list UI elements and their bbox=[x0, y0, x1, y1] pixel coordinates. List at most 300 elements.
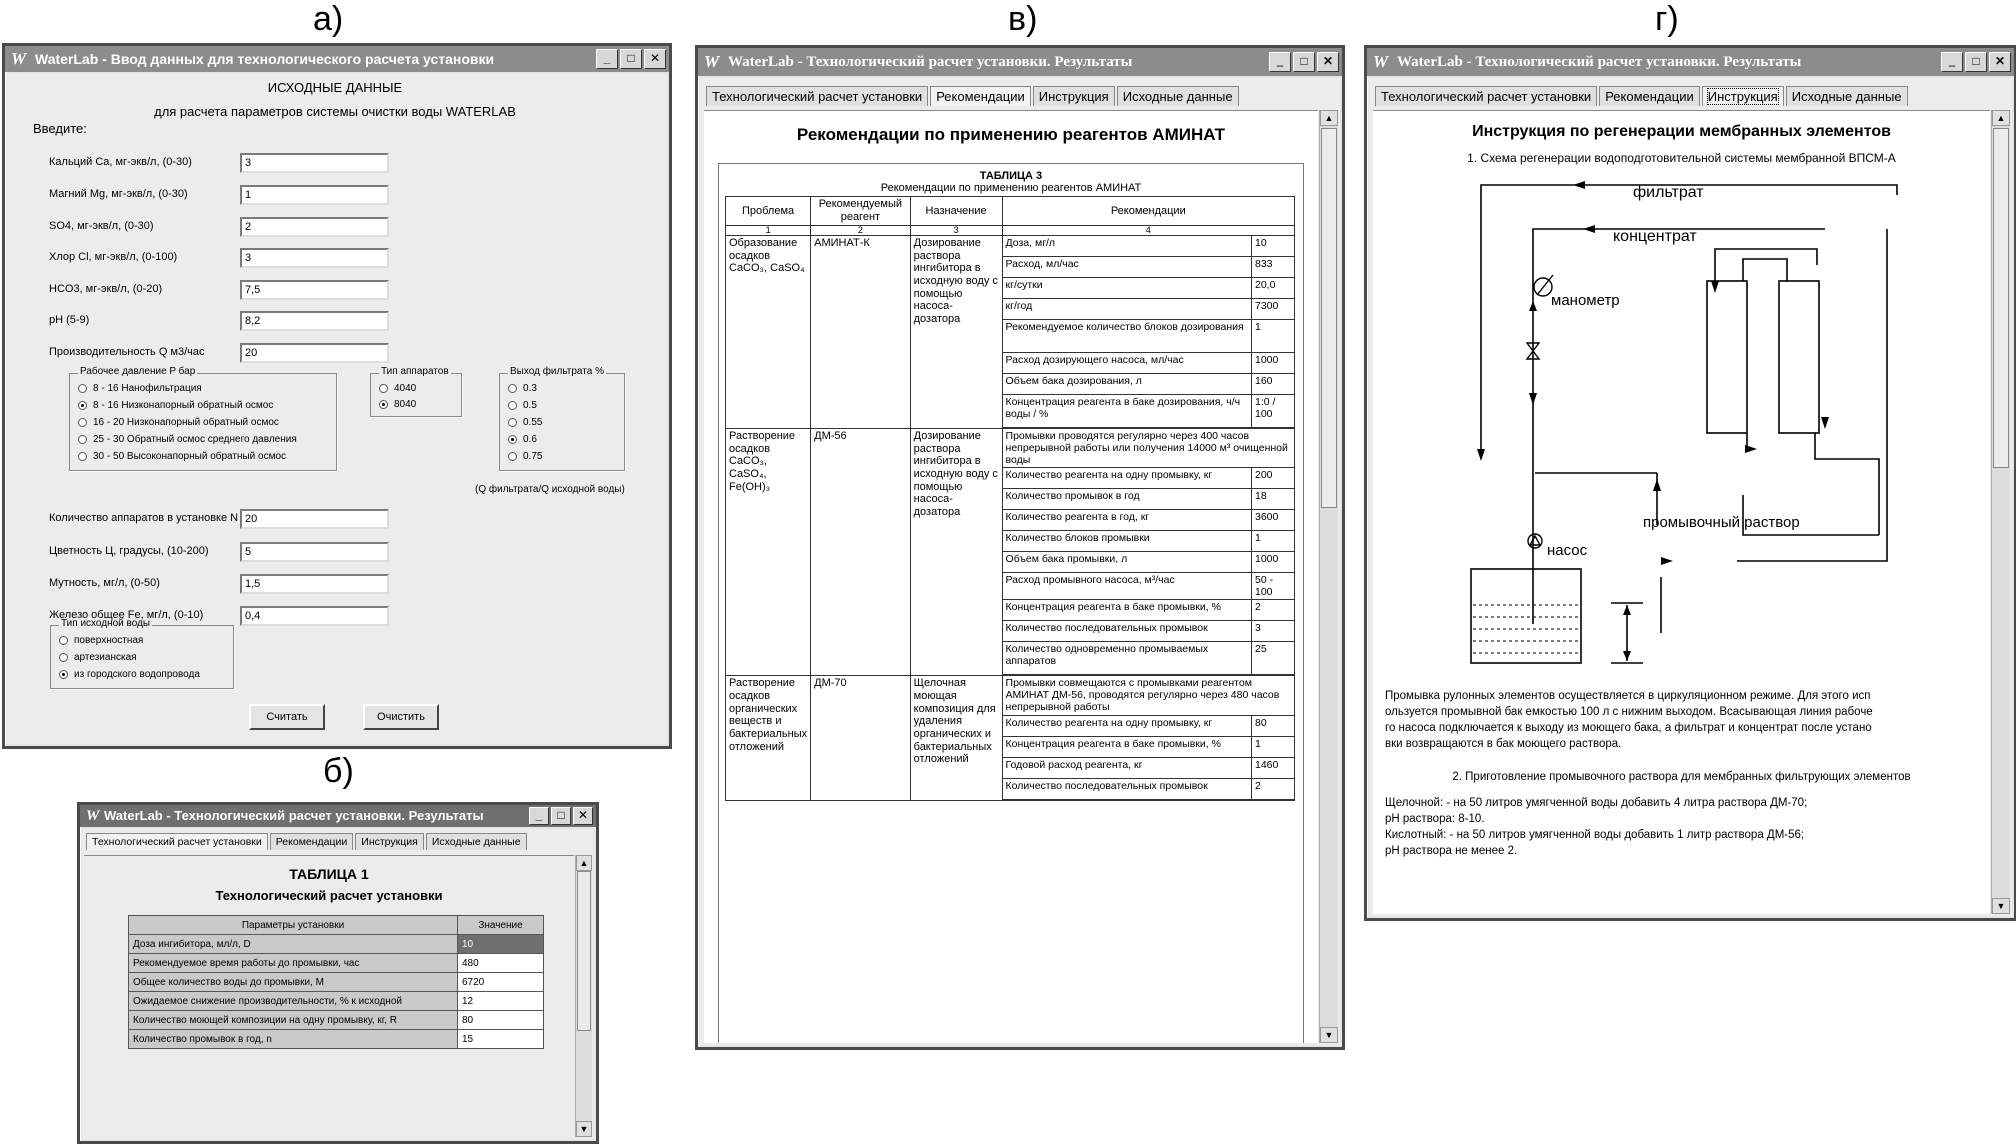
recommendation-value: 1000 bbox=[1252, 353, 1295, 374]
title-bar[interactable] bbox=[698, 48, 1342, 76]
window-title: WaterLab - Ввод данных для технологического расчета установки bbox=[35, 51, 495, 67]
vertical-scrollbar[interactable] bbox=[575, 855, 592, 1137]
scroll-down-icon[interactable]: ▼ bbox=[1320, 1027, 1338, 1043]
title-bar[interactable] bbox=[1367, 48, 2014, 76]
field-input[interactable]: 2 bbox=[240, 217, 389, 237]
label-manometer: манометр bbox=[1551, 292, 1620, 309]
pressure-group bbox=[69, 366, 337, 471]
recommendation-value: 50 - 100 bbox=[1252, 573, 1295, 600]
window-title: WaterLab - Технологический расчет установки. Результаты bbox=[728, 54, 1133, 70]
results-area bbox=[700, 78, 1340, 1045]
reagent-cell: ДМ-70 bbox=[811, 676, 911, 800]
recommendation-value: 1460 bbox=[1252, 757, 1295, 778]
value-cell[interactable]: 15 bbox=[458, 1030, 544, 1049]
scroll-up-icon[interactable]: ▲ bbox=[576, 855, 592, 871]
radio-label: поверхностная bbox=[74, 635, 144, 646]
results-window-recommendations bbox=[695, 45, 1345, 1050]
recommendation-row bbox=[1003, 353, 1294, 374]
tab-1[interactable] bbox=[930, 86, 1031, 106]
recommendation-row bbox=[1003, 676, 1294, 715]
recommendation-row bbox=[1003, 600, 1294, 621]
table-frame bbox=[718, 163, 1304, 1043]
field-label: Количество аппаратов в установке N bbox=[49, 512, 239, 524]
field-input[interactable]: 20 bbox=[240, 343, 389, 363]
radio-option[interactable] bbox=[508, 417, 542, 428]
recommendation-row bbox=[1003, 552, 1294, 573]
parameter-cell: Общее количество воды до промывки, M bbox=[129, 973, 458, 992]
recommendation-key: Расход дозирующего насоса, мл/час bbox=[1003, 353, 1252, 374]
close-button[interactable]: ✕ bbox=[1989, 52, 2011, 72]
parameter-cell: Ожидаемое снижение производительности, % к исходной bbox=[129, 992, 458, 1011]
instruction-line: Щелочной: - на 50 литров умягченной воды добавить 4 литра раствора ДМ-70; bbox=[1385, 797, 1808, 809]
tab-0[interactable] bbox=[706, 86, 928, 106]
recommendation-value: 80 bbox=[1252, 715, 1295, 736]
radio-unchecked-icon[interactable] bbox=[59, 653, 68, 662]
tab-label: Инструкция bbox=[361, 836, 418, 848]
field-input[interactable]: 8,2 bbox=[240, 311, 389, 331]
recommendation-row bbox=[1003, 510, 1294, 531]
radio-checked-icon[interactable] bbox=[78, 401, 87, 410]
recommendations-subtable bbox=[1003, 236, 1294, 428]
minimize-button[interactable]: _ bbox=[1941, 52, 1963, 72]
instruction-line: Кислотный: - на 50 литров умягченной воды добавить 1 литр раствора ДМ-56; bbox=[1385, 829, 1805, 841]
radio-checked-icon[interactable] bbox=[379, 400, 388, 409]
column-number-row bbox=[726, 226, 1295, 236]
radio-option[interactable] bbox=[379, 383, 416, 394]
page-heading: Рекомендации по применению реагентов АМИНАТ bbox=[796, 125, 1226, 144]
minimize-button[interactable]: _ bbox=[1269, 52, 1291, 72]
window-title: WaterLab - Технологический расчет установки. Результаты bbox=[104, 808, 484, 823]
radio-label: 0.75 bbox=[523, 451, 543, 462]
recommendation-value: 7300 bbox=[1252, 299, 1295, 320]
tab-label: Рекомендации bbox=[1605, 89, 1694, 104]
filtrate-yield-group bbox=[499, 366, 625, 471]
tab-strip bbox=[1375, 86, 1910, 106]
radio-unchecked-icon[interactable] bbox=[508, 384, 517, 393]
vertical-scrollbar[interactable] bbox=[1319, 110, 1338, 1043]
field-input[interactable]: 1,5 bbox=[240, 574, 389, 594]
table-title: ТАБЛИЦА 3 bbox=[979, 170, 1043, 182]
tab-label: Рекомендации bbox=[275, 836, 348, 848]
tab-label: Исходные данные bbox=[1122, 89, 1233, 104]
maximize-button[interactable]: □ bbox=[620, 49, 642, 69]
radio-label: 0.55 bbox=[523, 417, 543, 428]
page-subheading: 1. Схема регенерации водоподготовительной системы мембранной ВПСМ-А bbox=[1467, 151, 1896, 165]
results-window-instruction bbox=[1364, 45, 2016, 921]
table-row bbox=[129, 992, 544, 1011]
radio-option[interactable] bbox=[508, 434, 537, 445]
recommendations-subtable bbox=[1003, 676, 1294, 799]
recommendation-key: Количество одновременно промываемых аппаратов bbox=[1003, 642, 1252, 675]
recommendation-key: Объем бака дозирования, л bbox=[1003, 374, 1252, 395]
recommendation-key: Количество последовательных промывок bbox=[1003, 621, 1252, 642]
scroll-down-icon[interactable]: ▼ bbox=[576, 1121, 592, 1137]
radio-option[interactable] bbox=[78, 434, 297, 445]
tab-2[interactable] bbox=[355, 833, 424, 850]
tab-label: Исходные данные bbox=[1791, 89, 1902, 104]
recommendation-key: Концентрация реагента в баке дозирования, ч/ч воды / % bbox=[1003, 395, 1252, 428]
tab-page bbox=[704, 110, 1318, 1043]
recommendation-value: 1000 bbox=[1252, 552, 1295, 573]
recommendation-value: 20,0 bbox=[1252, 278, 1295, 299]
close-button[interactable]: ✕ bbox=[573, 807, 593, 825]
caption-b: б) bbox=[323, 752, 354, 790]
radio-option[interactable] bbox=[508, 451, 542, 462]
column-header: Назначение bbox=[910, 197, 1002, 226]
table-row bbox=[726, 676, 1295, 800]
field-label: pH (5-9) bbox=[49, 314, 90, 326]
radio-unchecked-icon[interactable] bbox=[508, 401, 517, 410]
scroll-thumb[interactable] bbox=[1993, 128, 2009, 468]
label-pump: насос bbox=[1547, 542, 1588, 559]
parameter-cell: Доза ингибитора, мл/л, D bbox=[129, 935, 458, 954]
recommendation-row bbox=[1003, 395, 1294, 428]
radio-label: 8 - 16 Нанофильтрация bbox=[93, 383, 202, 394]
tab-label: Технологический расчет установки bbox=[1381, 89, 1592, 104]
radio-option[interactable] bbox=[78, 417, 279, 428]
recommendation-key: Расход промывного насоса, м³/час bbox=[1003, 573, 1252, 600]
window-title: WaterLab - Технологический расчет установки. Результаты bbox=[1397, 54, 1802, 70]
table-row bbox=[129, 935, 544, 954]
column-number: 4 bbox=[1002, 226, 1294, 236]
radio-label: из городского водопровода bbox=[74, 669, 200, 680]
column-header-parameter: Параметры установки bbox=[129, 916, 458, 935]
recommendation-key: Рекомендуемое количество блоков дозирования bbox=[1003, 320, 1252, 353]
results-window-small bbox=[77, 802, 599, 1144]
recommendation-row bbox=[1003, 236, 1294, 257]
radio-label: 25 - 30 Обратный осмос среднего давления bbox=[93, 434, 297, 445]
value-cell[interactable]: 10 bbox=[458, 935, 544, 954]
radio-label: 0.6 bbox=[523, 434, 537, 445]
tab-0[interactable] bbox=[1375, 86, 1597, 106]
field-input[interactable]: 3 bbox=[240, 248, 389, 268]
purpose-cell: Дозирование раствора ингибитора в исходную воду с помощью насоса-дозатора bbox=[910, 429, 1002, 676]
recommendation-value: 1:0 / 100 bbox=[1252, 395, 1295, 428]
radio-label: 30 - 50 Высоконапорный обратный осмос bbox=[93, 451, 287, 462]
tab-label: Рекомендации bbox=[936, 89, 1025, 104]
tab-page bbox=[84, 855, 574, 1137]
recommendation-key: Концентрация реагента в баке промывки, % bbox=[1003, 736, 1252, 757]
results-table bbox=[128, 915, 544, 1049]
recommendation-key: Количество промывок в год bbox=[1003, 489, 1252, 510]
tab-2[interactable] bbox=[1033, 86, 1115, 106]
table-header-row bbox=[726, 197, 1295, 226]
column-header: Проблема bbox=[726, 197, 811, 226]
problem-cell: Образование осадков CaCO₃, CaSO₄ bbox=[726, 236, 811, 429]
table-row bbox=[726, 236, 1295, 429]
radio-option[interactable] bbox=[508, 400, 537, 411]
recommendation-row bbox=[1003, 757, 1294, 778]
recommendations-cell bbox=[1002, 236, 1294, 429]
radio-unchecked-icon[interactable] bbox=[59, 636, 68, 645]
tab-page bbox=[1373, 110, 1990, 914]
app-logo-icon: W bbox=[86, 808, 100, 824]
recommendation-row bbox=[1003, 573, 1294, 600]
table-row bbox=[129, 954, 544, 973]
parameter-cell: Количество моющей композиции на одну промывку, кг, R bbox=[129, 1011, 458, 1030]
radio-label: 0.5 bbox=[523, 400, 537, 411]
radio-label: 0.3 bbox=[523, 383, 537, 394]
maximize-button[interactable]: □ bbox=[1293, 52, 1315, 72]
paragraph-line: го насоса подключается к выходу из моющего бака, а фильтрат и концентрат после устано bbox=[1385, 722, 1872, 734]
radio-unchecked-icon[interactable] bbox=[78, 384, 87, 393]
scroll-down-icon[interactable]: ▼ bbox=[1992, 898, 2010, 914]
tab-strip bbox=[86, 833, 529, 850]
close-button[interactable]: ✕ bbox=[1317, 52, 1339, 72]
instruction-line: pH раствора: 8-10. bbox=[1385, 813, 1485, 825]
field-input[interactable]: 20 bbox=[240, 509, 389, 529]
recommendation-row bbox=[1003, 257, 1294, 278]
reagent-cell: АМИНАТ-К bbox=[811, 236, 911, 429]
title-bar[interactable] bbox=[5, 46, 669, 72]
recommendation-value: 1 bbox=[1252, 531, 1295, 552]
column-header-value: Значение bbox=[458, 916, 544, 935]
minimize-button[interactable]: _ bbox=[596, 49, 618, 69]
tab-label: Технологический расчет установки bbox=[712, 89, 923, 104]
tab-3[interactable] bbox=[426, 833, 527, 850]
field-label: Железо общее Fe, мг/л, (0-10) bbox=[49, 609, 204, 621]
recommendation-key: Количество реагента в год, кг bbox=[1003, 510, 1252, 531]
recommendation-row bbox=[1003, 715, 1294, 736]
scroll-up-icon[interactable]: ▲ bbox=[1992, 110, 2010, 126]
recommendation-value: 18 bbox=[1252, 489, 1295, 510]
radio-label: 16 - 20 Низконапорный обратный осмос bbox=[93, 417, 279, 428]
instruction-paragraph bbox=[1385, 688, 1873, 752]
recommendations-subtable bbox=[1003, 429, 1294, 675]
field-input[interactable]: 1 bbox=[240, 185, 389, 205]
caption-g: г) bbox=[1655, 0, 1679, 38]
recommendation-key: Доза, мг/л bbox=[1003, 236, 1252, 257]
radio-label: 8040 bbox=[394, 399, 417, 410]
label-filtrate: фильтрат bbox=[1633, 184, 1704, 201]
radio-unchecked-icon[interactable] bbox=[508, 418, 517, 427]
section-2-heading: 2. Приготовление промывочного раствора для мембранных фильтрующих элементов bbox=[1452, 771, 1911, 783]
recommendation-key: Годовой расход реагента, кг bbox=[1003, 757, 1252, 778]
maximize-button[interactable]: □ bbox=[551, 807, 571, 825]
tab-3[interactable] bbox=[1117, 86, 1239, 106]
scroll-thumb[interactable] bbox=[577, 871, 591, 1031]
recommendation-key: Промывки проводятся регулярно через 400 часов непрерывной работы или получения 14000 м³ очищенной воды bbox=[1003, 429, 1294, 468]
radio-option[interactable] bbox=[78, 383, 202, 394]
field-label: HCO3, мг-экв/л, (0-20) bbox=[49, 283, 163, 295]
app-logo-icon: W bbox=[704, 52, 720, 71]
parameter-cell: Рекомендуемое время работы до промывки, час bbox=[129, 954, 458, 973]
radio-option[interactable] bbox=[78, 451, 286, 462]
radio-option[interactable] bbox=[59, 652, 137, 663]
title-bar[interactable] bbox=[80, 805, 596, 827]
recommendation-value: 833 bbox=[1252, 257, 1295, 278]
field-label: Магний Mg, мг-экв/л, (0-30) bbox=[49, 188, 188, 200]
recommendation-row bbox=[1003, 374, 1294, 395]
recommendation-row bbox=[1003, 642, 1294, 675]
results-area bbox=[1369, 78, 2012, 916]
recommendation-key: Количество реагента на одну промывку, кг bbox=[1003, 715, 1252, 736]
recommendation-key: кг/год bbox=[1003, 299, 1252, 320]
tab-2[interactable] bbox=[1702, 86, 1784, 106]
recommendation-value: 160 bbox=[1252, 374, 1295, 395]
water-type-title: Тип исходной воды bbox=[61, 618, 151, 629]
recommendation-key: Количество блоков промывки bbox=[1003, 531, 1252, 552]
recommendations-cell bbox=[1002, 676, 1294, 800]
label-wash-solution: промывочный раствор bbox=[1643, 514, 1800, 531]
radio-option[interactable] bbox=[78, 400, 273, 411]
input-window bbox=[2, 43, 672, 749]
radio-option[interactable] bbox=[508, 383, 537, 394]
value-cell[interactable]: 6720 bbox=[458, 973, 544, 992]
app-logo-icon: W bbox=[1373, 52, 1389, 71]
recommendation-row bbox=[1003, 299, 1294, 320]
field-label: Мутность, мг/л, (0-50) bbox=[49, 577, 160, 589]
table-row bbox=[129, 1011, 544, 1030]
table-row bbox=[129, 1030, 544, 1049]
close-button[interactable]: ✕ bbox=[644, 49, 666, 69]
apparatus-type-group bbox=[370, 366, 462, 417]
field-input[interactable]: 7,5 bbox=[240, 280, 389, 300]
table-title: ТАБЛИЦА 1 bbox=[289, 866, 369, 882]
radio-option[interactable] bbox=[379, 399, 416, 410]
paragraph-line: Промывка рулонных элементов осуществляется в циркуляционном режиме. Для этого исп bbox=[1385, 690, 1871, 702]
field-input[interactable]: 5 bbox=[240, 542, 389, 562]
value-cell[interactable]: 12 bbox=[458, 992, 544, 1011]
scroll-thumb[interactable] bbox=[1321, 128, 1337, 508]
recommendation-row bbox=[1003, 778, 1294, 799]
results-area bbox=[82, 829, 594, 1139]
field-label: SO4, мг-экв/л, (0-30) bbox=[49, 220, 154, 232]
field-input[interactable]: 3 bbox=[240, 153, 389, 173]
water-type-group bbox=[50, 618, 234, 689]
scroll-up-icon[interactable]: ▲ bbox=[1320, 110, 1338, 126]
purpose-cell: Щелочная моющая композиция для удаления органических и бактериальных отложений bbox=[910, 676, 1002, 800]
form-heading: ИСХОДНЫЕ ДАННЫЕ bbox=[267, 80, 403, 95]
column-header: Рекомендации bbox=[1002, 197, 1294, 226]
purpose-cell: Дозирование раствора ингибитора в исходную воду с помощью насоса-дозатора bbox=[910, 236, 1002, 429]
recommendations-cell bbox=[1002, 429, 1294, 676]
radio-label: 4040 bbox=[394, 383, 417, 394]
tab-label: Инструкция bbox=[1038, 89, 1109, 104]
column-number: 2 bbox=[811, 226, 911, 236]
recommendation-row bbox=[1003, 489, 1294, 510]
minimize-button[interactable]: _ bbox=[529, 807, 549, 825]
column-header: Рекомендуемый реагент bbox=[811, 197, 911, 226]
table-row bbox=[129, 973, 544, 992]
recommendation-value: 3 bbox=[1252, 621, 1295, 642]
tab-1[interactable] bbox=[1599, 86, 1700, 106]
value-cell[interactable]: 80 bbox=[458, 1011, 544, 1030]
instruction-line: pH раствора не менее 2. bbox=[1385, 845, 1518, 857]
yield-note: (Q фильтрата/Q исходной воды) bbox=[475, 484, 625, 495]
recommendation-key: Количество реагента на одну промывку, кг bbox=[1003, 468, 1252, 489]
recommendation-row bbox=[1003, 531, 1294, 552]
table-subtitle: Рекомендации по применению реагентов АМИНАТ bbox=[880, 182, 1142, 194]
paragraph-line: вки возвращаются в бак моющего раствора. bbox=[1385, 738, 1622, 750]
pressure-group-title: Рабочее давление P бар bbox=[80, 366, 196, 377]
radio-checked-icon[interactable] bbox=[59, 670, 68, 679]
parameter-cell: Количество промывок в год, n bbox=[129, 1030, 458, 1049]
vertical-scrollbar[interactable] bbox=[1991, 110, 2010, 914]
caption-a: а) bbox=[313, 0, 344, 38]
tab-label: Исходные данные bbox=[431, 836, 521, 848]
recommendation-value: 3600 bbox=[1252, 510, 1295, 531]
caption-v: в) bbox=[1008, 0, 1038, 38]
app-logo-icon: W bbox=[11, 49, 27, 68]
recommendation-value: 2 bbox=[1252, 600, 1295, 621]
field-label: Цветность Ц, градусы, (10-200) bbox=[49, 545, 209, 557]
field-label: Производительность Q м3/час bbox=[49, 346, 205, 358]
recommendation-value: 10 bbox=[1252, 236, 1295, 257]
recommendation-value: 1 bbox=[1252, 736, 1295, 757]
tab-1[interactable] bbox=[270, 833, 354, 850]
column-number: 3 bbox=[910, 226, 1002, 236]
filtrate-yield-title: Выход фильтрата % bbox=[510, 366, 604, 377]
recommendation-row bbox=[1003, 736, 1294, 757]
radio-option[interactable] bbox=[59, 635, 143, 646]
recommendations-table bbox=[725, 196, 1295, 801]
radio-unchecked-icon[interactable] bbox=[78, 452, 87, 461]
recommendation-key: Количество последовательных промывок bbox=[1003, 778, 1252, 799]
recommendation-key: Объем бака промывки, л bbox=[1003, 552, 1252, 573]
table-subtitle: Технологический расчет установки bbox=[215, 888, 443, 903]
reagent-cell: ДМ-56 bbox=[811, 429, 911, 676]
form-area bbox=[7, 74, 667, 744]
maximize-button[interactable]: □ bbox=[1965, 52, 1987, 72]
solution-instructions bbox=[1385, 795, 1807, 859]
tab-0[interactable] bbox=[86, 833, 268, 850]
radio-checked-icon[interactable] bbox=[508, 435, 517, 444]
recommendation-key: Промывки совмещаются с промывками реагентом АМИНАТ ДМ-56, проводятся регулярно через 480 часов непрерывной работы bbox=[1003, 676, 1294, 715]
problem-cell: Растворение осадков органических веществ и бактериальных отложений bbox=[726, 676, 811, 800]
clear-button[interactable]: Очистить bbox=[363, 704, 439, 730]
enter-label: Введите: bbox=[33, 121, 87, 136]
radio-option[interactable] bbox=[59, 669, 200, 680]
form-subheading: для расчета параметров системы очистки воды WATERLAB bbox=[154, 104, 516, 119]
problem-cell: Растворение осадков CaCO₃, CaSO₄, Fe(OH)₃ bbox=[726, 429, 811, 676]
recommendation-value: 25 bbox=[1252, 642, 1295, 675]
radio-label: артезианская bbox=[74, 652, 137, 663]
tab-label: Инструкция bbox=[1707, 89, 1778, 104]
table-row bbox=[726, 429, 1295, 676]
recommendation-value: 1 bbox=[1252, 320, 1295, 353]
value-cell[interactable]: 480 bbox=[458, 954, 544, 973]
radio-label: 8 - 16 Низконапорный обратный осмос bbox=[93, 400, 274, 411]
tab-strip bbox=[706, 86, 1241, 106]
field-label: Хлор Cl, мг-экв/л, (0-100) bbox=[49, 251, 178, 263]
recommendation-key: Концентрация реагента в баке промывки, % bbox=[1003, 600, 1252, 621]
tab-3[interactable] bbox=[1786, 86, 1908, 106]
recommendation-row bbox=[1003, 429, 1294, 468]
recommendation-value: 200 bbox=[1252, 468, 1295, 489]
field-input[interactable]: 0,4 bbox=[240, 606, 389, 626]
radio-unchecked-icon[interactable] bbox=[508, 452, 517, 461]
recommendation-row bbox=[1003, 621, 1294, 642]
recommendation-key: Расход, мл/час bbox=[1003, 257, 1252, 278]
label-concentrate: концентрат bbox=[1613, 228, 1697, 245]
calculate-button[interactable]: Считать bbox=[249, 704, 325, 730]
recommendation-key: кг/сутки bbox=[1003, 278, 1252, 299]
radio-unchecked-icon[interactable] bbox=[78, 418, 87, 427]
apparatus-type-title: Тип аппаратов bbox=[381, 366, 449, 377]
recommendation-row bbox=[1003, 278, 1294, 299]
recommendation-value: 2 bbox=[1252, 778, 1295, 799]
paragraph-line: ользуется промывной бак емкостью 100 л с нижним выходом. Всасывающая линия рабоче bbox=[1385, 706, 1873, 718]
recommendation-row bbox=[1003, 468, 1294, 489]
recommendation-row bbox=[1003, 320, 1294, 353]
radio-unchecked-icon[interactable] bbox=[78, 435, 87, 444]
column-number: 1 bbox=[726, 226, 811, 236]
field-label: Кальций Ca, мг-экв/л, (0-30) bbox=[49, 156, 192, 168]
radio-unchecked-icon[interactable] bbox=[379, 384, 388, 393]
page-heading: Инструкция по регенерации мембранных элементов bbox=[1472, 123, 1891, 140]
regeneration-diagram bbox=[1467, 179, 1899, 671]
